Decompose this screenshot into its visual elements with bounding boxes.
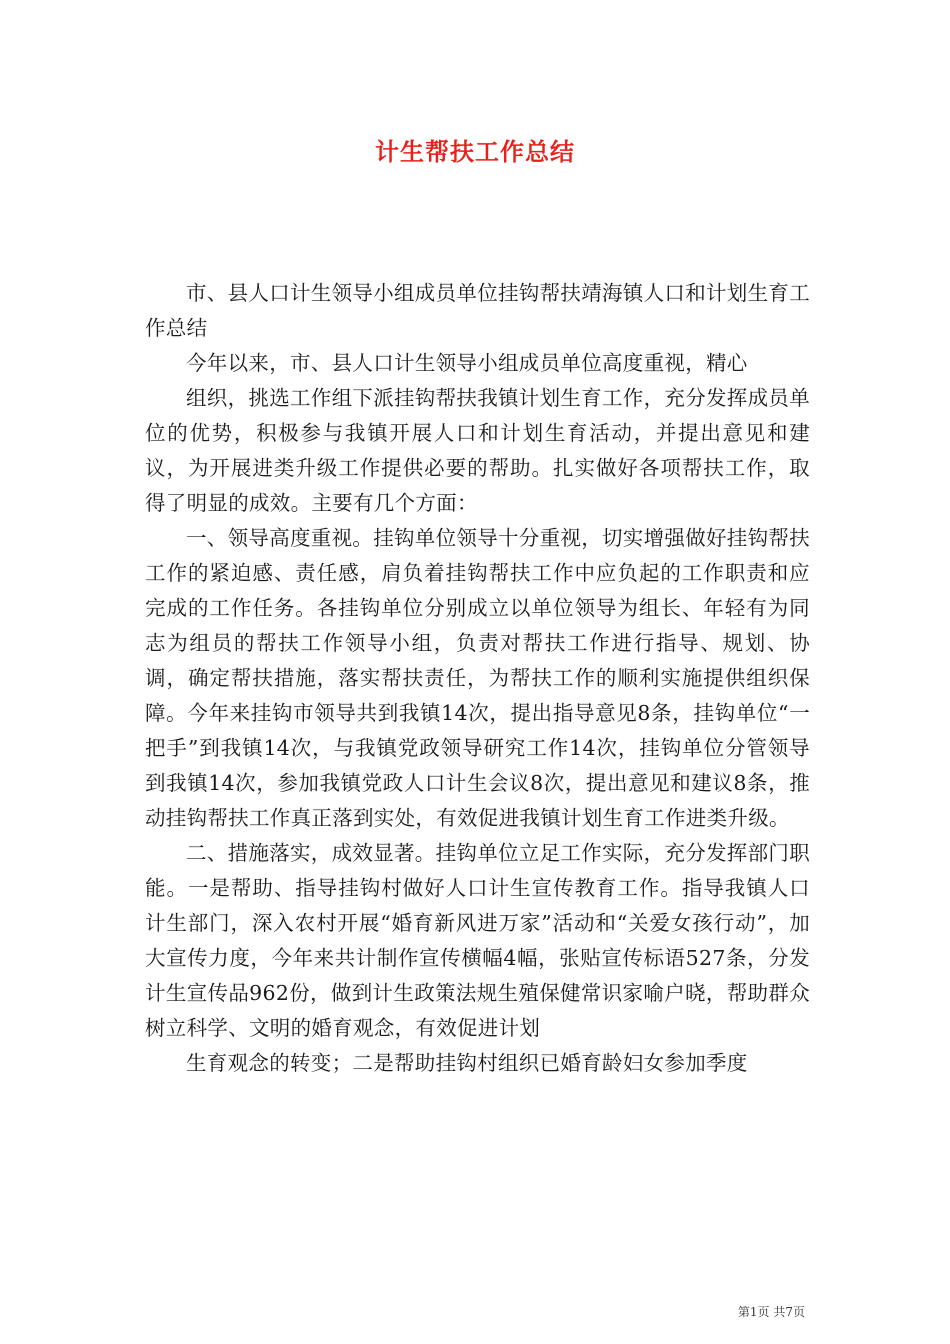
paragraph-continuation: 生育观念的转变；二是帮助挂钩村组织已婚育龄妇女参加季度 bbox=[186, 1051, 748, 1075]
document-title: 计生帮扶工作总结 bbox=[375, 137, 575, 166]
paragraph-heading: 市、县人口计生领导小组成员单位挂钩帮扶靖海镇人口和计划生育工作总结 bbox=[145, 281, 810, 340]
paragraph-intro-2: 组织，挑选工作组下派挂钩帮扶我镇计划生育工作，充分发挥成员单位的优势，积极参与我镇开展人口和计划生育活动，并提出意见和建议，为开展进类升级工作提供必要的帮助。扎实做好各项帮扶工作，取得了明显的成效。主要有几个方面： bbox=[145, 386, 810, 515]
page-number: 第1页 共7页 bbox=[737, 1305, 805, 1319]
paragraph-intro-1: 今年以来，市、县人口计生领导小组成员单位高度重视，精心 bbox=[186, 351, 748, 375]
paragraph-section-2: 二、措施落实，成效显著。挂钩单位立足工作实际，充分发挥部门职能。一是帮助、指导挂钩村做好人口计生宣传教育工作。指导我镇人口计生部门，深入农村开展“婚育新风进万家”活动和“关爱女孩行动”，加大宣传力度，今年来共计制作宣传横幅4幅，张贴宣传标语527条，分发计生宣传品962份，做到计生政策法规生殖保健常识家喻户晓，帮助群众树立科学、文明的婚育观念，有效促进计划 bbox=[145, 841, 810, 1040]
document-body bbox=[145, 276, 810, 1081]
paragraph-section-1: 一、领导高度重视。挂钩单位领导十分重视，切实增强做好挂钩帮扶工作的紧迫感、责任感，肩负着挂钩帮扶工作中应负起的工作职责和应完成的工作任务。各挂钩单位分别成立以单位领导为组长、年轻有为同志为组员的帮扶工作领导小组，负责对帮扶工作进行指导、规划、协调，确定帮扶措施，落实帮扶责任，为帮扶工作的顺利实施提供组织保障。今年来挂钩市领导共到我镇14次，提出指导意见8条，挂钩单位“一把手”到我镇14次，与我镇党政领导研究工作14次，挂钩单位分管领导到我镇14次，参加我镇党政人口计生会议8次，提出意见和建议8条，推动挂钩帮扶工作真正落到实处，有效促进我镇计划生育工作进类升级。 bbox=[145, 526, 810, 830]
